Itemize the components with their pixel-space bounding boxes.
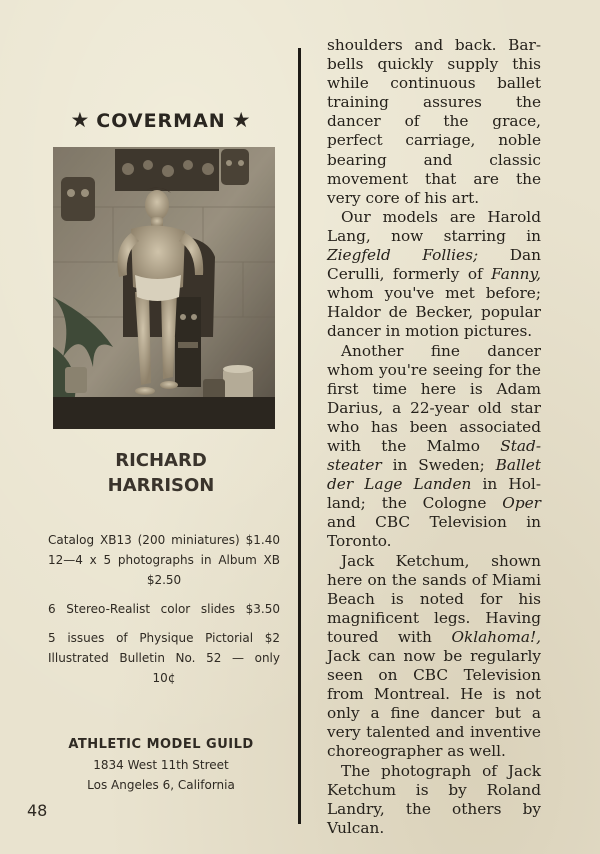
model-name [40,448,282,498]
catalog-line: 5 issues of Physique Pictorial $2 [48,631,280,645]
catalog-line: 12—4 x 5 photographs in Album XB [48,553,280,567]
article-text: Another fine dancer whom you're seeing for the first time here is Adam Darius, a 22-year old star who has been associated with the Malmo [327,341,541,455]
article-italic: Ziegfeld Follies; [327,246,479,265]
model-photo-image [53,147,275,429]
article-text: whom you've met before; Haldor de Becker, popular dancer in motion pictures. [327,284,541,341]
catalog-listing [48,530,280,697]
catalog-item [48,599,280,619]
article-italic: Fanny, [491,265,541,284]
article-text: Jack Ketchum, shown here on the sands of Miami Beach is noted for his magnificent legs. Having toured with [327,551,541,646]
article-italic: Stadsteater [327,436,541,475]
article-body [327,36,541,838]
catalog-line: $2.50 [146,573,182,587]
catalog-item [48,628,280,688]
coverman-label: COVERMAN [96,110,226,132]
star-icon: ★ [231,108,252,132]
article-paragraph: The photograph of Jack Ketchum is by Roland Landry, the others by Vulcan. [327,761,541,837]
catalog-item [48,530,280,590]
model-last-name: HARRISON [107,475,215,496]
model-first-name: RICHARD [115,450,207,471]
article-text: in Sweden; [381,456,496,475]
article-paragraph [327,342,541,552]
catalog-line: Catalog XB13 (200 miniatures) $1.40 [48,533,280,547]
article-paragraph [327,208,541,342]
guild-name: ATHLETIC MODEL GUILD [68,737,254,752]
left-column [40,0,282,854]
article-italic: Oklahoma!, [451,627,541,646]
article-text: and CBC Television in Toronto. [327,513,541,551]
catalog-line: 10¢ [152,671,176,685]
article-text: Our models are Harold Lang, now starring in [327,207,541,245]
catalog-line: Illustrated Bulletin No. 52 — only [48,651,280,665]
article-text: Jack can now be regularly seen on CBC Television from Montreal. He is not only a fine dancer but a very talented and inventive choreographer as well. [327,647,541,761]
article-italic: Ballet der Lage Landen [327,456,541,494]
guild-address [40,734,282,795]
article-paragraph [327,552,541,762]
coverman-heading [40,108,282,132]
star-icon: ★ [70,108,91,132]
page-number: 48 [27,801,48,820]
article-italic: Oper [502,494,541,513]
article-paragraph: shoulders and back. Barbells quickly supply this while continuous ballet training assures the dancer of the grace, perfect carriage, noble bearing and classic movement that are the very core of his art. [327,36,541,207]
model-photo [53,147,275,429]
column-divider [298,48,301,824]
guild-street: 1834 West 11th Street [93,758,229,772]
article-text: Dan Cerulli, formerly of [327,246,541,284]
catalog-line: 6 Stereo-Realist color slides $3.50 [48,602,280,616]
article-text: in Holland; the Cologne [327,475,541,513]
guild-city: Los Angeles 6, California [87,778,235,792]
